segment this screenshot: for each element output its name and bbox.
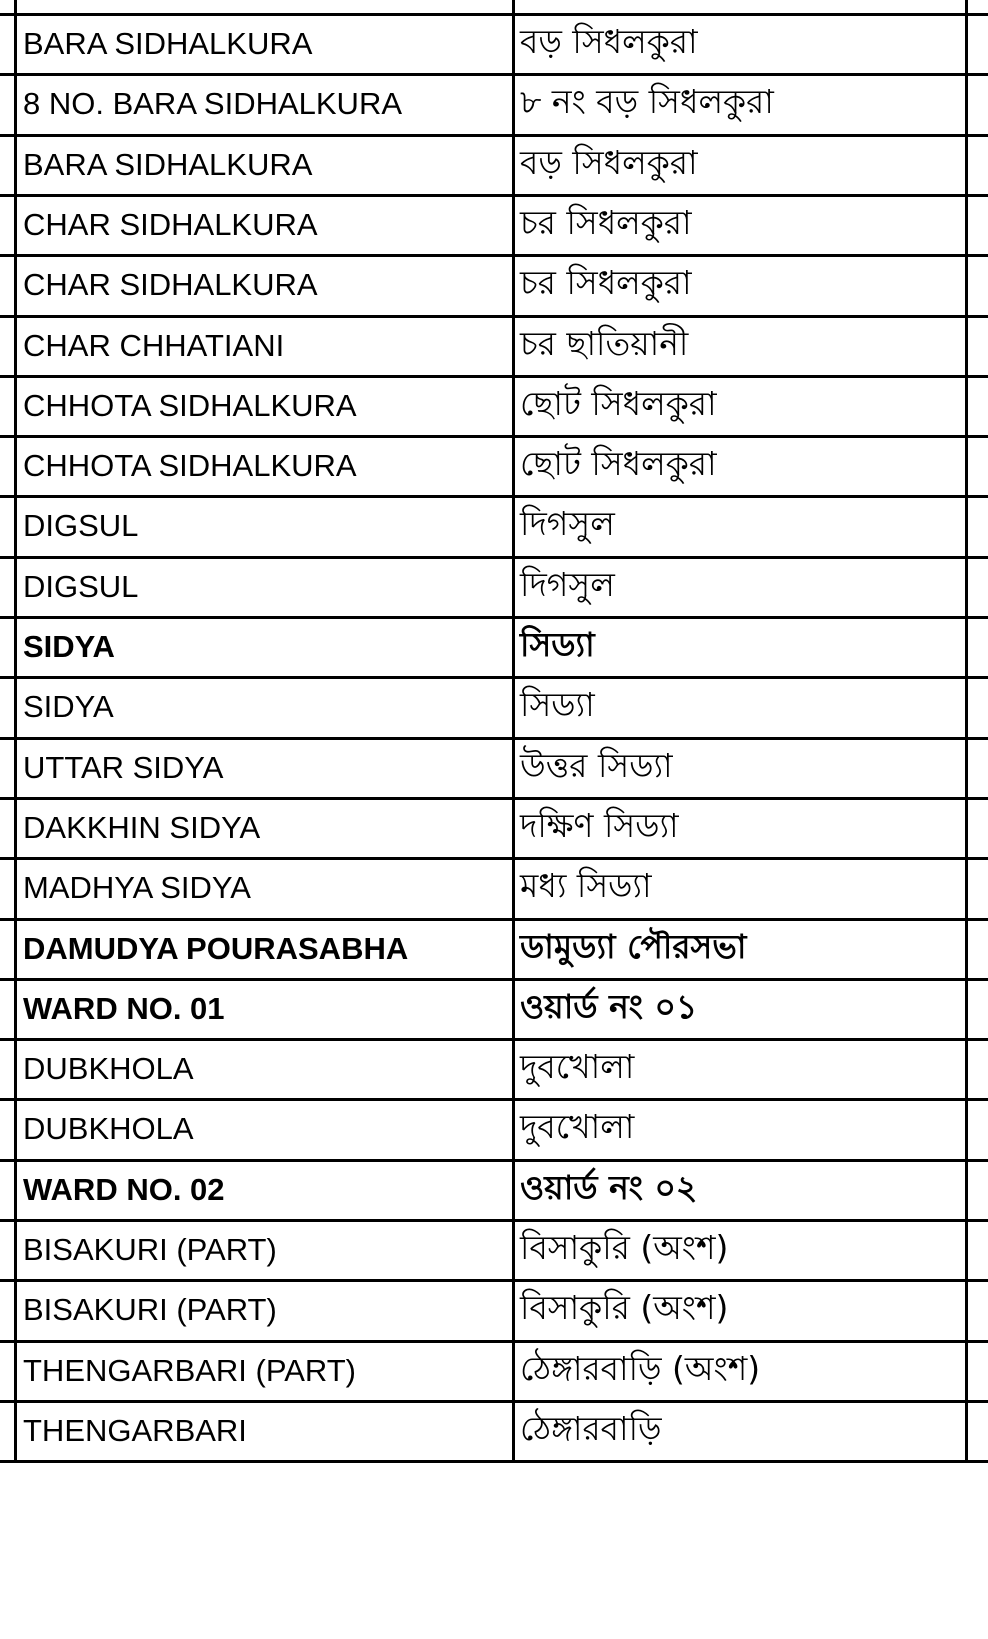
bengali-name-cell: দিগসুল <box>520 504 615 543</box>
table-row <box>0 437 988 495</box>
bengali-name-cell: বড় সিধলকুরা <box>520 22 698 61</box>
bengali-name-cell: উত্তর সিড্যা <box>520 746 673 785</box>
table-row <box>0 136 988 194</box>
bengali-name-cell: ছোট সিধলকুরা <box>520 444 717 483</box>
table-row <box>0 1402 988 1460</box>
table-row <box>0 739 988 797</box>
table-row <box>0 1161 988 1219</box>
english-name-cell: MADHYA SIDYA <box>23 870 251 905</box>
table-row <box>0 920 988 978</box>
bengali-name-cell: দুবখোলা <box>520 1047 635 1086</box>
table-row <box>0 377 988 435</box>
english-name-cell: SIDYA <box>23 629 115 664</box>
table-row <box>0 1100 988 1158</box>
bengali-name-cell: ঠেঙ্গারবাড়ি (অংশ) <box>520 1349 761 1388</box>
table-row <box>0 15 988 73</box>
table-row-rule <box>0 1460 988 1463</box>
english-name-cell: BISAKURI (PART) <box>23 1292 277 1327</box>
english-name-cell: BARA SIDHALKURA <box>23 26 313 61</box>
bengali-name-cell: মধ্য সিড্যা <box>520 866 652 905</box>
english-name-cell: 8 NO. BARA SIDHALKURA <box>23 86 403 121</box>
english-name-cell: CHAR CHHATIANI <box>23 328 285 363</box>
english-name-cell: DAKKHIN SIDYA <box>23 810 261 845</box>
table-row <box>0 558 988 616</box>
bengali-name-cell: ৮ নং বড় সিধলকুরা <box>520 82 774 121</box>
table-row <box>0 317 988 375</box>
english-name-cell: CHHOTA SIDHALKURA <box>23 448 357 483</box>
bengali-name-cell: বিসাকুরি (অংশ) <box>520 1228 729 1267</box>
bengali-name-cell: বড় সিধলকুরা <box>520 143 698 182</box>
english-name-cell: BISAKURI (PART) <box>23 1232 277 1267</box>
english-name-cell: UTTAR SIDYA <box>23 750 224 785</box>
bengali-name-cell: চর সিধলকুরা <box>520 263 692 302</box>
bengali-name-cell: দিগসুল <box>520 565 615 604</box>
table-row <box>0 1221 988 1279</box>
bengali-name-cell: ঠেঙ্গারবাড়ি <box>520 1409 662 1448</box>
bengali-name-cell: দুবখোলা <box>520 1107 635 1146</box>
table-row <box>0 678 988 736</box>
bengali-name-cell: চর সিধলকুরা <box>520 203 692 242</box>
table-row <box>0 1040 988 1098</box>
table-row <box>0 256 988 314</box>
bengali-name-cell: বিসাকুরি (অংশ) <box>520 1288 729 1327</box>
english-name-cell: THENGARBARI <box>23 1413 247 1448</box>
bengali-name-cell: ছোট সিধলকুরা <box>520 384 717 423</box>
table-row <box>0 1281 988 1339</box>
english-name-cell: WARD NO. 01 <box>23 991 225 1026</box>
bengali-name-cell: ডামুড্যা পৌরসভা <box>520 927 747 966</box>
table-row <box>0 859 988 917</box>
english-name-cell: CHAR SIDHALKURA <box>23 267 318 302</box>
english-name-cell: THENGARBARI (PART) <box>23 1353 356 1388</box>
english-name-cell: DUBKHOLA <box>23 1111 194 1146</box>
bengali-name-cell: চর ছাতিয়ানী <box>520 324 689 363</box>
table-row <box>0 196 988 254</box>
table-row <box>0 799 988 857</box>
english-name-cell: SIDYA <box>23 689 114 724</box>
english-name-cell: WARD NO. 02 <box>23 1172 225 1207</box>
bengali-name-cell: ওয়ার্ড নং ০১ <box>520 987 698 1026</box>
table-row <box>0 75 988 133</box>
english-name-cell: CHAR SIDHALKURA <box>23 207 318 242</box>
table-row <box>0 980 988 1038</box>
table-row <box>0 1342 988 1400</box>
bengali-name-cell: দক্ষিণ সিড্যা <box>520 806 679 845</box>
bengali-name-cell: সিড্যা <box>520 685 595 724</box>
english-name-cell: DUBKHOLA <box>23 1051 194 1086</box>
bengali-name-cell: সিড্যা <box>520 625 595 664</box>
table-row <box>0 618 988 676</box>
bengali-name-cell: ওয়ার্ড নং ০২ <box>520 1168 698 1207</box>
english-name-cell: DIGSUL <box>23 508 139 543</box>
english-name-cell: DAMUDYA POURASABHA <box>23 931 409 966</box>
table-row <box>0 497 988 555</box>
english-name-cell: CHHOTA SIDHALKURA <box>23 388 357 423</box>
english-name-cell: DIGSUL <box>23 569 139 604</box>
english-name-cell: BARA SIDHALKURA <box>23 147 313 182</box>
